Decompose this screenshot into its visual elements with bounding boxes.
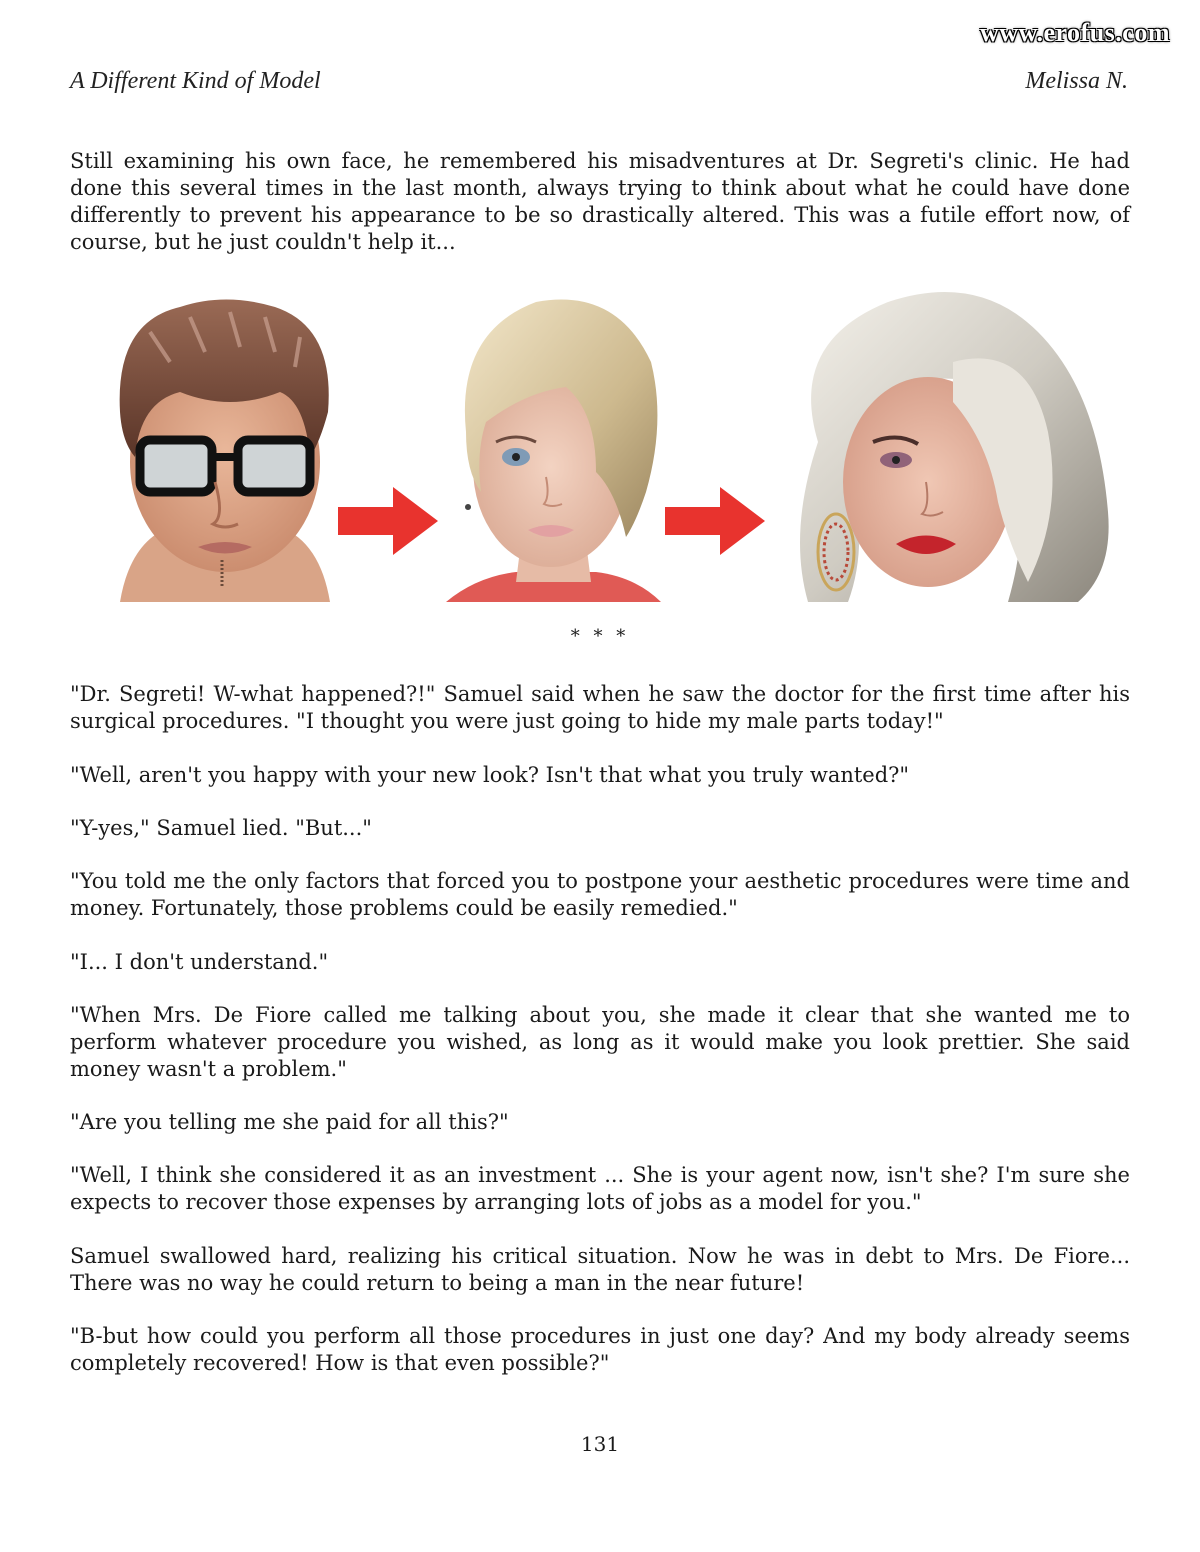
face-after-image: [778, 282, 1113, 602]
paragraph: "B-but how could you perform all those procedures in just one day? And my body already seems completely recovered! How is that even possible?": [70, 1324, 1130, 1375]
paragraph: "Well, I think she considered it as an investment ... She is your agent now, isn't she? I'm sure she expects to recover those expenses by arranging lots of jobs as a model for you.": [70, 1163, 1130, 1214]
page-number: 131: [580, 1432, 620, 1456]
face-middle-image: [446, 292, 661, 602]
paragraph: "Well, aren't you happy with your new look? Isn't that what you truly wanted?": [70, 763, 910, 787]
arrow-right-icon: [338, 487, 438, 555]
transformation-figure: [110, 282, 1120, 602]
paragraph: "I... I don't understand.": [70, 950, 329, 974]
paragraph: "When Mrs. De Fiore called me talking about you, she made it clear that she wanted me to perform whatever procedure you wished, as long as it would make you look prettier. She said money wasn't a problem.": [70, 1003, 1130, 1081]
section-separator: * * *: [570, 626, 630, 647]
paragraph: "Are you telling me she paid for all this?": [70, 1110, 509, 1134]
paragraph: "Y-yes," Samuel lied. "But...": [70, 816, 372, 840]
paragraph: Samuel swallowed hard, realizing his critical situation. Now he was in debt to Mrs. De Fiore... There was no way he could return to being a man in the near future!: [70, 1244, 1130, 1295]
intro-paragraph: Still examining his own face, he remembered his misadventures at Dr. Segreti's clinic. He had done this several times in the last month, always trying to think about what he could have done differently to prevent his appearance to be so drastically altered. This was a futile effort now, of course, but he just couldn't help it...: [70, 149, 1130, 254]
running-author: Melissa N.: [1025, 68, 1128, 94]
paragraph: "You told me the only factors that forced you to postpone your aesthetic procedures were time and money. Fortunately, those problems could be easily remedied.": [70, 869, 1130, 920]
arrow-right-icon: [665, 487, 765, 555]
watermark: www.erofus.com: [980, 18, 1170, 47]
paragraph: "Dr. Segreti! W-what happened?!" Samuel said when he saw the doctor for the first time after his surgical procedures. "I thought you were just going to hide my male parts today!": [70, 682, 1130, 733]
running-title: A Different Kind of Model: [70, 68, 321, 94]
face-before-image: [110, 292, 340, 602]
